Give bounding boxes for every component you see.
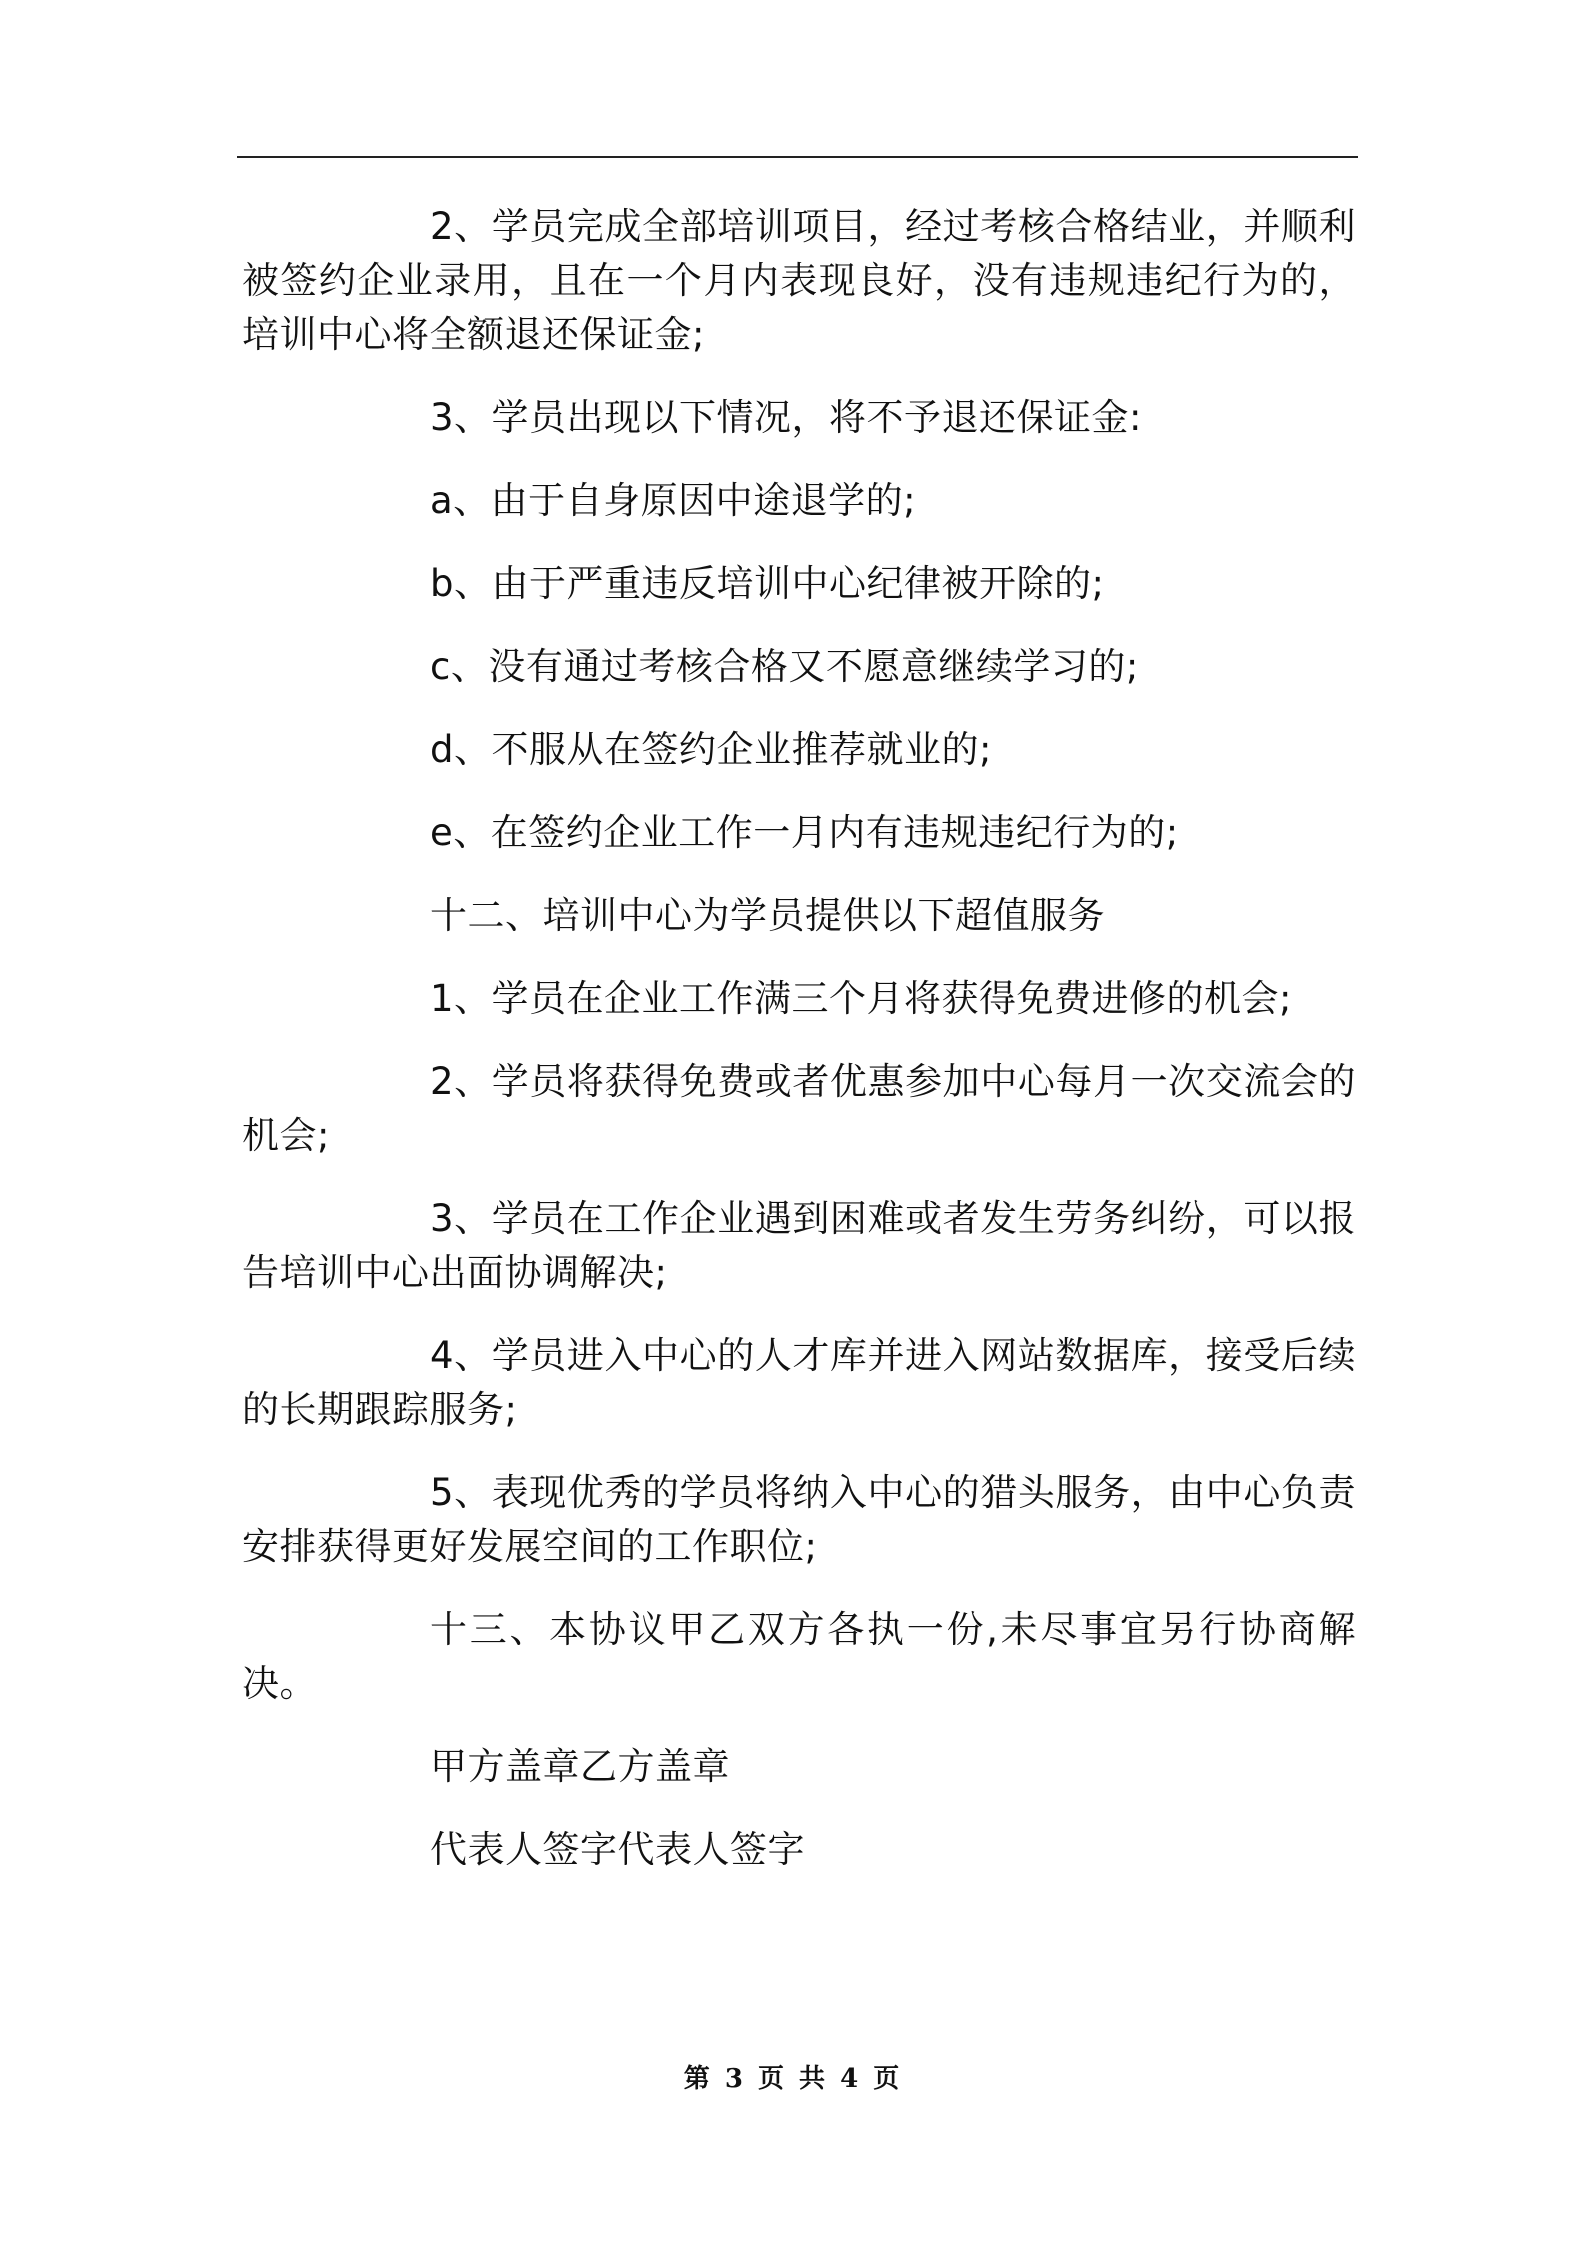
paragraph: e、在签约企业工作一月内有违规违纪行为的; xyxy=(430,811,1179,854)
paragraph: b、由于严重违反培训中心纪律被开除的; xyxy=(430,562,1105,605)
paragraph: 2、学员将获得免费或者优惠参加中心每月一次交流会的机会; xyxy=(242,1060,1356,1157)
paragraph: a、由于自身原因中途退学的; xyxy=(430,479,917,522)
section-heading: 十三、本协议甲乙双方各执一份,未尽事宜另行协商解决。 xyxy=(242,1608,1356,1705)
header-rule xyxy=(237,156,1358,158)
seal-line: 甲方盖章乙方盖章 xyxy=(430,1745,730,1788)
page-number-footer: 第 3 页 共 4 页 xyxy=(683,2064,903,2094)
paragraph: 5、表现优秀的学员将纳入中心的猎头服务，由中心负责安排获得更好发展空间的工作职位; xyxy=(242,1471,1356,1568)
paragraph: 3、学员出现以下情况，将不予退还保证金: xyxy=(430,396,1143,439)
paragraph: 1、学员在企业工作满三个月将获得免费进修的机会; xyxy=(430,977,1293,1020)
paragraph: 2、学员完成全部培训项目，经过考核合格结业，并顺利被签约企业录用，且在一个月内表现良好，没有违规违纪行为的，培训中心将全额退还保证金; xyxy=(242,205,1356,356)
paragraph: d、不服从在签约企业推荐就业的; xyxy=(430,728,992,771)
paragraph: 4、学员进入中心的人才库并进入网站数据库，接受后续的长期跟踪服务; xyxy=(242,1334,1356,1431)
signature-line: 代表人签字代表人签字 xyxy=(430,1828,805,1871)
paragraph: 3、学员在工作企业遇到困难或者发生劳务纠纷，可以报告培训中心出面协调解决; xyxy=(242,1197,1356,1294)
paragraph: c、没有通过考核合格又不愿意继续学习的; xyxy=(430,645,1139,688)
document-body xyxy=(242,200,1356,1906)
section-heading: 十二、培训中心为学员提供以下超值服务 xyxy=(430,894,1105,937)
